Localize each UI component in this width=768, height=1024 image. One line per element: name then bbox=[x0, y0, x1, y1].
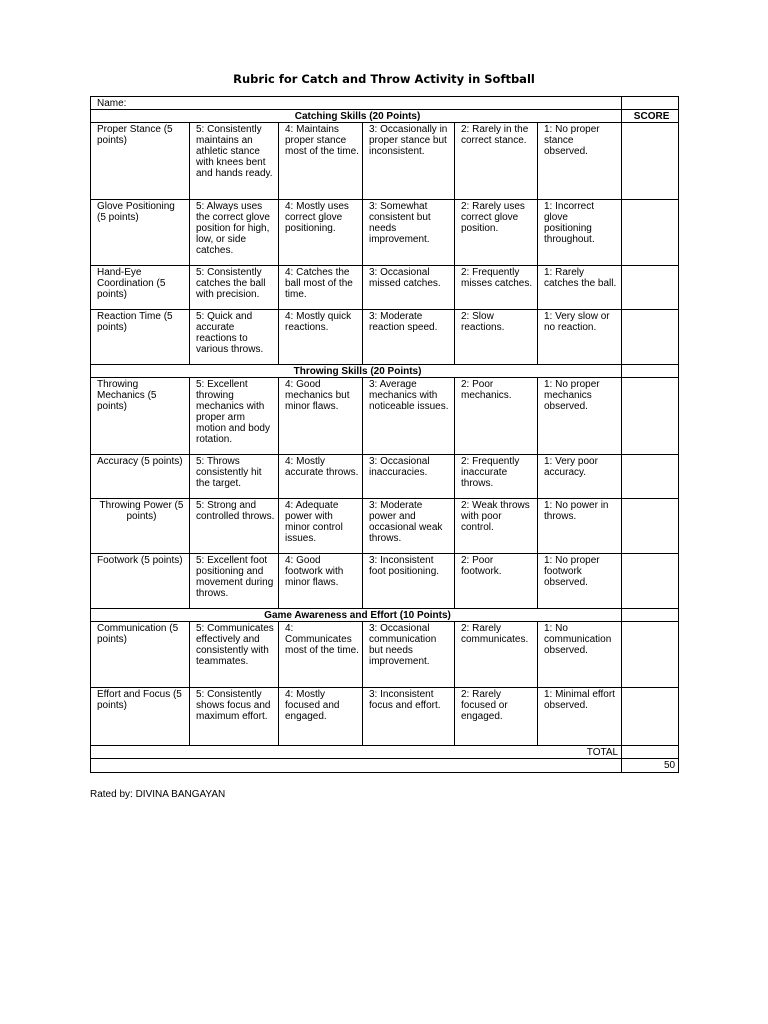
level-2-cell: 2: Poor footwork. bbox=[455, 554, 538, 609]
criterion-cell: Accuracy (5 points) bbox=[91, 455, 190, 499]
section-header-row bbox=[91, 110, 679, 123]
level-3-cell: 3: Occasional communication but needs improvement. bbox=[363, 622, 455, 688]
criterion-cell: Reaction Time (5 points) bbox=[91, 310, 190, 365]
level-3-cell: 3: Somewhat consistent but needs improvement. bbox=[363, 200, 455, 266]
name-field: Name: bbox=[91, 97, 622, 110]
level-4-cell: 4: Communicates most of the time. bbox=[279, 622, 363, 688]
criterion-cell: Hand-Eye Coordination (5 points) bbox=[91, 266, 190, 310]
document-title: Rubric for Catch and Throw Activity in Softball bbox=[233, 72, 535, 86]
level-1-cell: 1: No power in throws. bbox=[538, 499, 622, 554]
level-2-cell: 2: Rarely in the correct stance. bbox=[455, 123, 538, 200]
level-5-cell: 5: Consistently maintains an athletic stance with knees bent and hands ready. bbox=[190, 123, 279, 200]
score-cell bbox=[622, 554, 679, 609]
level-4-cell: 4: Good footwork with minor flaws. bbox=[279, 554, 363, 609]
level-4-cell: 4: Good mechanics but minor flaws. bbox=[279, 378, 363, 455]
level-3-cell: 3: Occasional inaccuracies. bbox=[363, 455, 455, 499]
score-cell bbox=[622, 609, 679, 622]
level-2-cell: 2: Poor mechanics. bbox=[455, 378, 538, 455]
level-3-cell: 3: Moderate reaction speed. bbox=[363, 310, 455, 365]
level-2-cell: 2: Frequently inaccurate throws. bbox=[455, 455, 538, 499]
level-4-cell: 4: Mostly uses correct glove positioning. bbox=[279, 200, 363, 266]
level-4-cell: 4: Catches the ball most of the time. bbox=[279, 266, 363, 310]
level-2-cell: 2: Weak throws with poor control. bbox=[455, 499, 538, 554]
score-cell bbox=[622, 378, 679, 455]
score-cell bbox=[622, 688, 679, 746]
level-4-cell: 4: Maintains proper stance most of the time. bbox=[279, 123, 363, 200]
criterion-cell: Footwork (5 points) bbox=[91, 554, 190, 609]
rubric-table bbox=[90, 96, 679, 773]
rubric-row bbox=[91, 200, 679, 266]
level-5-cell: 5: Excellent foot positioning and movement during throws. bbox=[190, 554, 279, 609]
level-5-cell: 5: Quick and accurate reactions to various throws. bbox=[190, 310, 279, 365]
rubric-row bbox=[91, 266, 679, 310]
section-header-row bbox=[91, 365, 679, 378]
level-5-cell: 5: Excellent throwing mechanics with proper arm motion and body rotation. bbox=[190, 378, 279, 455]
total-value: 50 bbox=[622, 759, 679, 773]
rubric-row bbox=[91, 378, 679, 455]
total-score-cell bbox=[622, 746, 679, 759]
criterion-cell: Proper Stance (5 points) bbox=[91, 123, 190, 200]
score-column-top bbox=[622, 97, 679, 110]
score-cell bbox=[622, 622, 679, 688]
level-5-cell: 5: Always uses the correct glove position for high, low, or side catches. bbox=[190, 200, 279, 266]
level-3-cell: 3: Average mechanics with noticeable issues. bbox=[363, 378, 455, 455]
level-2-cell: 2: Rarely communicates. bbox=[455, 622, 538, 688]
level-3-cell: 3: Occasionally in proper stance but inconsistent. bbox=[363, 123, 455, 200]
rubric-row bbox=[91, 622, 679, 688]
level-3-cell: 3: Occasional missed catches. bbox=[363, 266, 455, 310]
level-3-cell: 3: Inconsistent foot positioning. bbox=[363, 554, 455, 609]
score-cell bbox=[622, 266, 679, 310]
score-cell bbox=[622, 365, 679, 378]
level-2-cell: 2: Slow reactions. bbox=[455, 310, 538, 365]
level-3-cell: 3: Inconsistent focus and effort. bbox=[363, 688, 455, 746]
level-3-cell: 3: Moderate power and occasional weak throws. bbox=[363, 499, 455, 554]
level-5-cell: 5: Communicates effectively and consistently with teammates. bbox=[190, 622, 279, 688]
level-1-cell: 1: No proper footwork observed. bbox=[538, 554, 622, 609]
rubric-row bbox=[91, 688, 679, 746]
score-cell bbox=[622, 200, 679, 266]
level-1-cell: 1: Rarely catches the ball. bbox=[538, 266, 622, 310]
level-5-cell: 5: Consistently catches the ball with precision. bbox=[190, 266, 279, 310]
score-cell bbox=[622, 455, 679, 499]
section-title: Throwing Skills (20 Points) bbox=[91, 365, 622, 378]
criterion-cell: Effort and Focus (5 points) bbox=[91, 688, 190, 746]
level-2-cell: 2: Frequently misses catches. bbox=[455, 266, 538, 310]
total-value-row bbox=[91, 759, 679, 773]
level-4-cell: 4: Mostly accurate throws. bbox=[279, 455, 363, 499]
criterion-cell: Throwing Power (5 points) bbox=[91, 499, 190, 554]
level-4-cell: 4: Mostly quick reactions. bbox=[279, 310, 363, 365]
level-5-cell: 5: Consistently shows focus and maximum effort. bbox=[190, 688, 279, 746]
criterion-cell: Glove Positioning (5 points) bbox=[91, 200, 190, 266]
level-5-cell: 5: Throws consistently hit the target. bbox=[190, 455, 279, 499]
score-cell bbox=[622, 123, 679, 200]
level-5-cell: 5: Strong and controlled throws. bbox=[190, 499, 279, 554]
name-row bbox=[91, 97, 679, 110]
section-title: Catching Skills (20 Points) bbox=[91, 110, 622, 123]
total-blank-cell bbox=[91, 759, 622, 773]
rubric-row bbox=[91, 499, 679, 554]
level-1-cell: 1: Very poor accuracy. bbox=[538, 455, 622, 499]
criterion-cell: Throwing Mechanics (5 points) bbox=[91, 378, 190, 455]
level-4-cell: 4: Mostly focused and engaged. bbox=[279, 688, 363, 746]
level-1-cell: 1: No proper mechanics observed. bbox=[538, 378, 622, 455]
level-1-cell: 1: No communication observed. bbox=[538, 622, 622, 688]
section-header-row bbox=[91, 609, 679, 622]
total-label: TOTAL bbox=[91, 746, 622, 759]
rubric-row bbox=[91, 455, 679, 499]
section-title: Game Awareness and Effort (10 Points) bbox=[91, 609, 622, 622]
rubric-row bbox=[91, 310, 679, 365]
level-1-cell: 1: Minimal effort observed. bbox=[538, 688, 622, 746]
level-1-cell: 1: Very slow or no reaction. bbox=[538, 310, 622, 365]
score-cell bbox=[622, 499, 679, 554]
rubric-row bbox=[91, 554, 679, 609]
level-1-cell: 1: No proper stance observed. bbox=[538, 123, 622, 200]
total-row bbox=[91, 746, 679, 759]
rubric-row bbox=[91, 123, 679, 200]
level-1-cell: 1: Incorrect glove positioning throughout. bbox=[538, 200, 622, 266]
level-4-cell: 4: Adequate power with minor control issues. bbox=[279, 499, 363, 554]
level-2-cell: 2: Rarely focused or engaged. bbox=[455, 688, 538, 746]
criterion-cell: Communication (5 points) bbox=[91, 622, 190, 688]
level-2-cell: 2: Rarely uses correct glove position. bbox=[455, 200, 538, 266]
score-cell bbox=[622, 310, 679, 365]
rated-by: Rated by: DIVINA BANGAYAN bbox=[90, 789, 226, 800]
score-header: SCORE bbox=[622, 110, 679, 123]
